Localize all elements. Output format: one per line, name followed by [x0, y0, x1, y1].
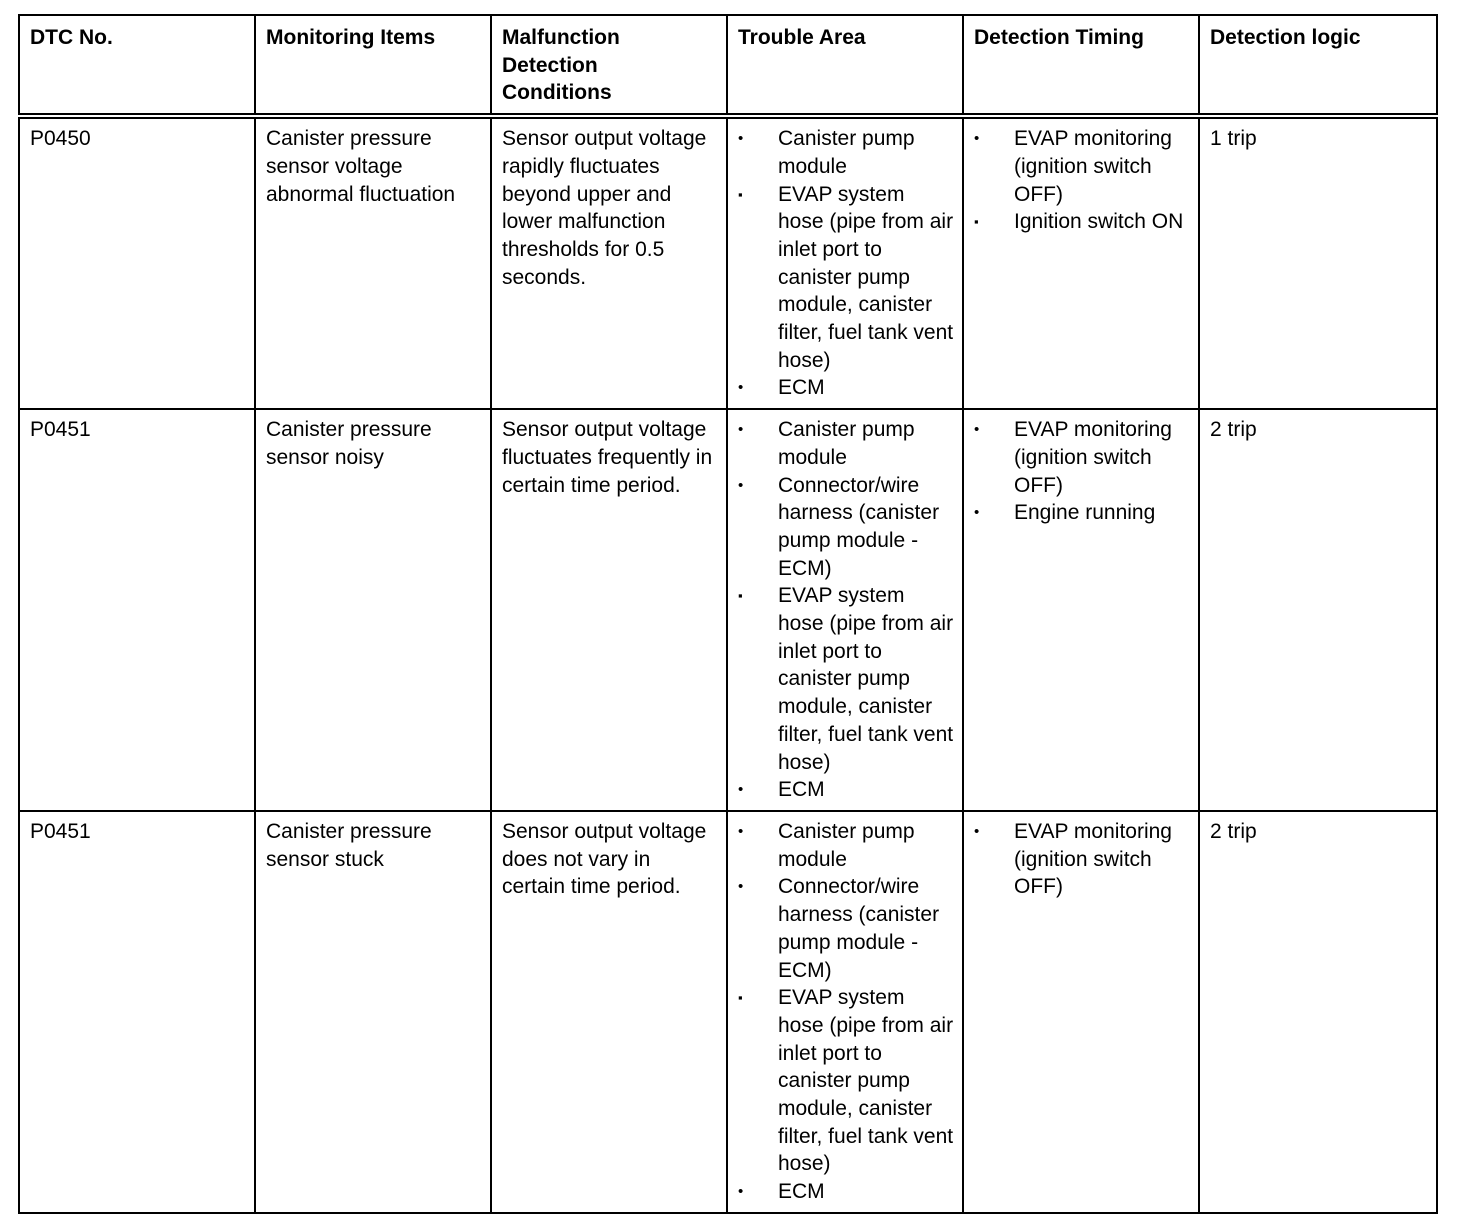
- trouble-area: [727, 811, 963, 1213]
- list-item: • Connector/wire harness (canister pump module - ECM): [738, 873, 954, 984]
- monitoring-item: Canister pressure sensor voltage abnormal fluctuation: [255, 116, 491, 409]
- table-row: [19, 409, 1437, 811]
- header-malfunction-conditions: Malfunction Detection Conditions: [491, 15, 727, 116]
- list-item: • EVAP monitoring (ignition switch OFF): [974, 818, 1190, 901]
- timing-list: [974, 818, 1190, 901]
- dtc-code: P0451: [19, 811, 255, 1213]
- header-dtc-no: DTC No.: [19, 15, 255, 116]
- header-trouble-area: Trouble Area: [727, 15, 963, 116]
- detection-timing: [963, 116, 1199, 409]
- trouble-area-list: [738, 818, 954, 1206]
- list-item: ▪ EVAP system hose (pipe from air inlet port to canister pump module, canister filter, fuel tank vent hose): [738, 181, 954, 375]
- trouble-area: [727, 116, 963, 409]
- header-row: [19, 15, 1437, 116]
- trouble-area-list: [738, 416, 954, 804]
- detection-condition: Sensor output voltage does not vary in certain time period.: [491, 811, 727, 1213]
- list-item: • Canister pump module: [738, 125, 954, 180]
- list-item: • Connector/wire harness (canister pump module - ECM): [738, 472, 954, 583]
- monitoring-item: Canister pressure sensor stuck: [255, 811, 491, 1213]
- dtc-code: P0450: [19, 116, 255, 409]
- list-item: • ECM: [738, 776, 954, 804]
- list-item: • EVAP monitoring (ignition switch OFF): [974, 416, 1190, 499]
- list-item: • Canister pump module: [738, 818, 954, 873]
- table-row: [19, 811, 1437, 1213]
- detection-condition: Sensor output voltage rapidly fluctuates beyond upper and lower malfunction thresholds for 0.5 seconds.: [491, 116, 727, 409]
- table-body: [19, 116, 1437, 1213]
- detection-condition: Sensor output voltage fluctuates frequently in certain time period.: [491, 409, 727, 811]
- timing-list: [974, 416, 1190, 527]
- list-item: ▪ EVAP system hose (pipe from air inlet port to canister pump module, canister filter, fuel tank vent hose): [738, 582, 954, 776]
- detection-logic: 1 trip: [1199, 116, 1437, 409]
- detection-timing: [963, 811, 1199, 1213]
- list-item: ▪ EVAP system hose (pipe from air inlet port to canister pump module, canister filter, fuel tank vent hose): [738, 984, 954, 1178]
- detection-timing: [963, 409, 1199, 811]
- list-item: • Canister pump module: [738, 416, 954, 471]
- header-monitoring-items: Monitoring Items: [255, 15, 491, 116]
- list-item: • EVAP monitoring (ignition switch OFF): [974, 125, 1190, 208]
- timing-list: [974, 125, 1190, 236]
- dtc-code: P0451: [19, 409, 255, 811]
- header-detection-timing: Detection Timing: [963, 15, 1199, 116]
- trouble-area-list: [738, 125, 954, 402]
- list-item: • ECM: [738, 374, 954, 402]
- table-header: [19, 15, 1437, 116]
- list-item: ▪ Ignition switch ON: [974, 208, 1190, 236]
- detection-logic: 2 trip: [1199, 811, 1437, 1213]
- detection-logic: 2 trip: [1199, 409, 1437, 811]
- header-detection-logic: Detection logic: [1199, 15, 1437, 116]
- list-item: • ECM: [738, 1178, 954, 1206]
- trouble-area: [727, 409, 963, 811]
- dtc-table: [18, 14, 1438, 1214]
- monitoring-item: Canister pressure sensor noisy: [255, 409, 491, 811]
- list-item: • Engine running: [974, 499, 1190, 527]
- table-row: [19, 116, 1437, 409]
